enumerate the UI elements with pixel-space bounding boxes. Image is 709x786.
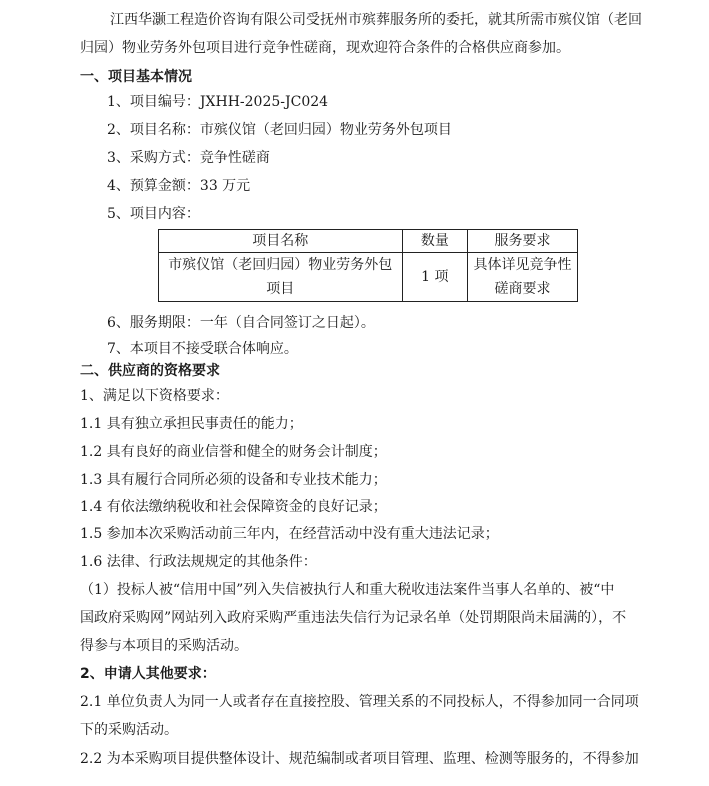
- project-content-table: [158, 229, 578, 302]
- intro-line-2: 归园）物业劳务外包项目进行竞争性磋商，现欢迎符合条件的合格供应商参加。: [80, 40, 570, 56]
- credit-paragraph-line-3: 得参与本项目的采购活动。: [80, 638, 248, 654]
- item-no-consortium: 7、本项目不接受联合体响应。: [107, 341, 298, 357]
- table-cell-requirement: [468, 253, 578, 302]
- other-req-2-2-line-1: 2.2 为本采购项目提供整体设计、规范编制或者项目管理、监理、检测等服务的，不得参加: [80, 751, 639, 767]
- section-3-heading: 2、申请人其他要求：: [80, 666, 216, 682]
- section-2-heading: 二、供应商的资格要求: [80, 363, 220, 379]
- item-procurement-method: 3、采购方式：竞争性磋商: [107, 150, 270, 166]
- table-header-requirement: 服务要求: [468, 230, 578, 253]
- qualification-line: 1.6 法律、行政法规规定的其他条件：: [80, 554, 317, 570]
- item-project-number: 1、项目编号：JXHH-2025-JC024: [107, 94, 329, 110]
- item-budget: 4、预算金额：33 万元: [107, 178, 251, 194]
- item-service-period: 6、服务期限：一年（自合同签订之日起）。: [107, 315, 375, 331]
- table-cell-requirement-line-2: 磋商要求: [494, 281, 551, 297]
- item-project-content: 5、项目内容：: [107, 206, 200, 222]
- qualification-line: 1.3 具有履行合同所必须的设备和专业技术能力；: [80, 472, 387, 488]
- credit-paragraph-line-1: （1）投标人被“信用中国”列入失信被执行人和重大税收违法案件当事人名单的、被“中: [80, 582, 615, 598]
- section-1-heading: 一、项目基本情况: [80, 69, 192, 85]
- item-project-name: 2、项目名称：市殡仪馆（老回归园）物业劳务外包项目: [107, 122, 452, 138]
- qualification-line: 1、满足以下资格要求：: [80, 388, 229, 404]
- table-cell-name: [159, 253, 403, 302]
- other-req-2-1-line-1: 2.1 单位负责人为同一人或者存在直接控股、管理关系的不同投标人，不得参加同一合同项: [80, 694, 639, 710]
- table-row: [159, 253, 578, 302]
- qualification-line: 1.5 参加本次采购活动前三年内，在经营活动中没有重大违法记录；: [80, 526, 499, 542]
- other-req-2-1-line-2: 下的采购活动。: [80, 722, 178, 738]
- qualification-line: 1.1 具有独立承担民事责任的能力；: [80, 416, 303, 432]
- table-cell-requirement-line-1: 具体详见竞争性: [473, 257, 572, 273]
- table-header-quantity: 数量: [402, 230, 467, 253]
- table-cell-quantity: 1 项: [402, 253, 467, 302]
- table-cell-name-line-2: 项目: [266, 281, 295, 297]
- table-cell-name-line-1: 市殡仪馆（老回归园）物业劳务外包: [168, 257, 393, 273]
- qualification-line: 1.4 有依法缴纳税收和社会保障资金的良好记录；: [80, 499, 387, 515]
- qualification-line: 1.2 具有良好的商业信誉和健全的财务会计制度；: [80, 444, 387, 460]
- intro-line-1: 江西华灏工程造价咨询有限公司受抚州市殡葬服务所的委托，就其所需市殡仪馆（老回: [110, 12, 642, 28]
- credit-paragraph-line-2: 国政府采购网”网站列入政府采购严重违法失信行为记录名单（处罚期限尚未届满的），不: [80, 610, 627, 626]
- table-header-name: 项目名称: [159, 230, 403, 253]
- table-header-row: [159, 230, 578, 253]
